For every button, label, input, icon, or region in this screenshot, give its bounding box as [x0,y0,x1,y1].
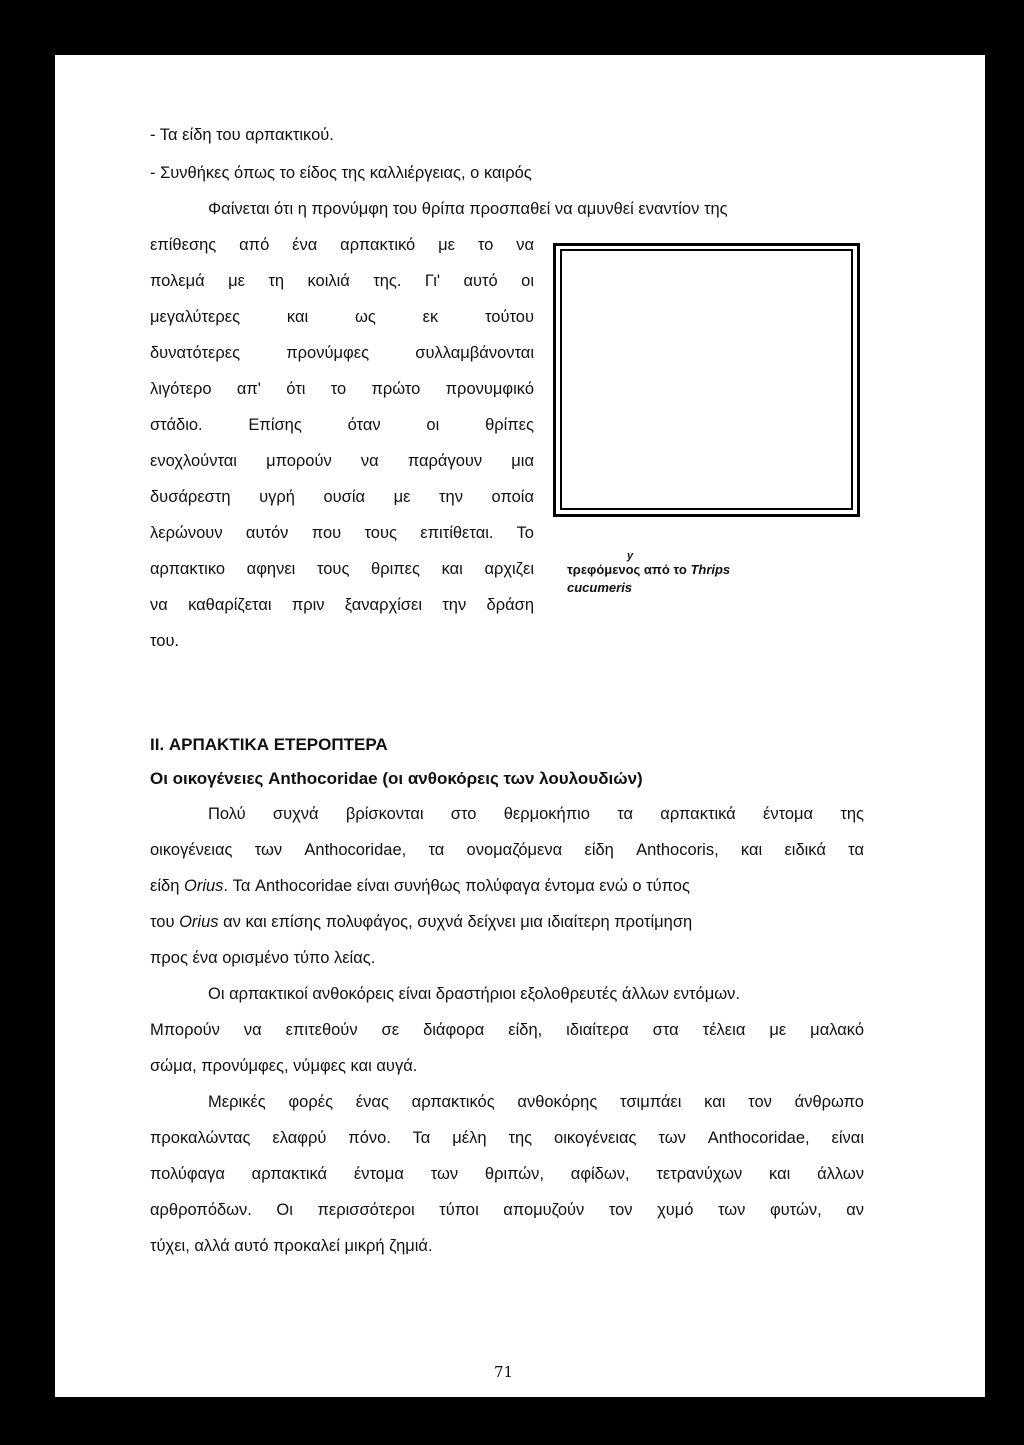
body-line-9: Μερικές φορές ένας αρπακτικός ανθοκόρης τσιμπάει και τον άνθρωπο [208,1093,864,1111]
body-line-8: σώμα, προνύμφες, νύμφες και αυγά. [150,1057,418,1075]
intro-line-9: στάδιο. Επίσης όταν οι θρίπες [150,416,534,434]
body-line-3-genus: Orius [183,877,224,895]
intro-line-6: μεγαλύτερες και ως εκ τούτου [150,308,534,326]
body-line-3-part-1: είδη [150,877,180,895]
body-line-2: οικογένειας των Anthocoridae, τα ονομαζόμενα είδη Anthocoris, και ειδικά τα [150,841,864,859]
body-line-12: αρθροπόδων. Οι περισσότεροι τύποι απομυζούν τον χυμό των φυτών, αν [150,1201,864,1219]
body-line-4-part-2: αν και επίσης πολυφάγος, συχνά δείχνει μια ιδιαίτερη προτίμηση [223,913,693,931]
figure-caption-line-1 [567,563,730,576]
intro-line-8: λιγότερο απ' ότι το πρώτο προνυμφικό [150,380,534,398]
intro-line-14: να καθαρίζεται πριν ξαναρχίσει την δράση [150,596,534,614]
body-line-4 [150,914,692,931]
body-line-4-part-1: του [150,913,175,931]
intro-line-7: δυνατότερες προνύμφες συλλαμβάνονται [150,344,534,362]
body-line-3 [150,878,864,895]
body-line-7: Μπορούν να επιτεθούν σε διάφορα είδη, ιδιαίτερα στα τέλεια με μαλακό [150,1021,864,1039]
intro-line-4: επίθεσης από ένα αρπακτικό με το να [150,236,534,254]
body-line-3-part-2: . Τα Anthocoridae είναι συνήθως πολύφαγα έντομα ενώ ο τύπος [223,877,690,895]
body-line-6: Οι αρπακτικοί ανθοκόρεις είναι δραστήριοι εξολοθρευτές άλλων εντόμων. [208,985,740,1003]
intro-line-11: δυσάρεστη υγρή ουσία με την οποία [150,488,534,506]
intro-line-15: του. [150,632,180,650]
body-line-11: πολύφαγα αρπακτικά έντομα των θριπών, αφίδων, τετρανύχων και άλλων [150,1165,864,1183]
intro-line-13: αρπακτικο αφηνει τους θριπες και αρχιζει [150,560,534,578]
intro-line-10: ενοχλούνται μπορούν να παράγουν μια [150,452,534,470]
figure-image [553,243,860,517]
caption-species-epithet: cucumeris [567,580,633,595]
section-title: II. ΑΡΠΑΚΤΙΚΑ ΕΤΕΡΟΠΤΕΡΑ [150,735,388,754]
body-line-10: προκαλώντας ελαφρύ πόνο. Τα μέλη της οικογένειας των Anthocoridae, είναι [150,1129,864,1147]
caption-species-genus: Thrips [690,562,731,577]
body-line-1: Πολύ συχνά βρίσκονται στο θερμοκήπιο τα αρπακτικά έντομα της [208,805,864,823]
intro-line-2: - Συνθήκες όπως το είδος της καλλιέργειας, ο καιρός [150,164,532,182]
intro-line-1: - Τα είδη του αρπακτικού. [150,126,334,144]
intro-line-5: πολεμά με τη κοιλιά της. Γι' αυτό οι [150,272,534,290]
caption-text: τρεφόμενος από το [567,562,687,577]
section-subtitle: Οι οικογένειες Anthocoridae (οι ανθοκόρεις των λουλουδιών) [150,769,643,788]
intro-line-3: Φαίνεται ότι η προνύμφη του θρίπα προσπαθεί να αμυνθεί εναντίον της [208,200,728,218]
body-line-5: προς ένα ορισμένο τύπο λείας. [150,949,376,967]
figure-caption-line-2 [567,581,632,594]
caption-accent-mark: y [627,550,634,562]
intro-line-12: λερώνουν αυτόν που τους επιτίθεται. Το [150,524,534,542]
body-line-4-genus: Orius [179,913,219,931]
body-line-13: τύχει, αλλά αυτό προκαλεί μικρή ζημιά. [150,1237,433,1255]
page-number: 71 [494,1363,514,1381]
